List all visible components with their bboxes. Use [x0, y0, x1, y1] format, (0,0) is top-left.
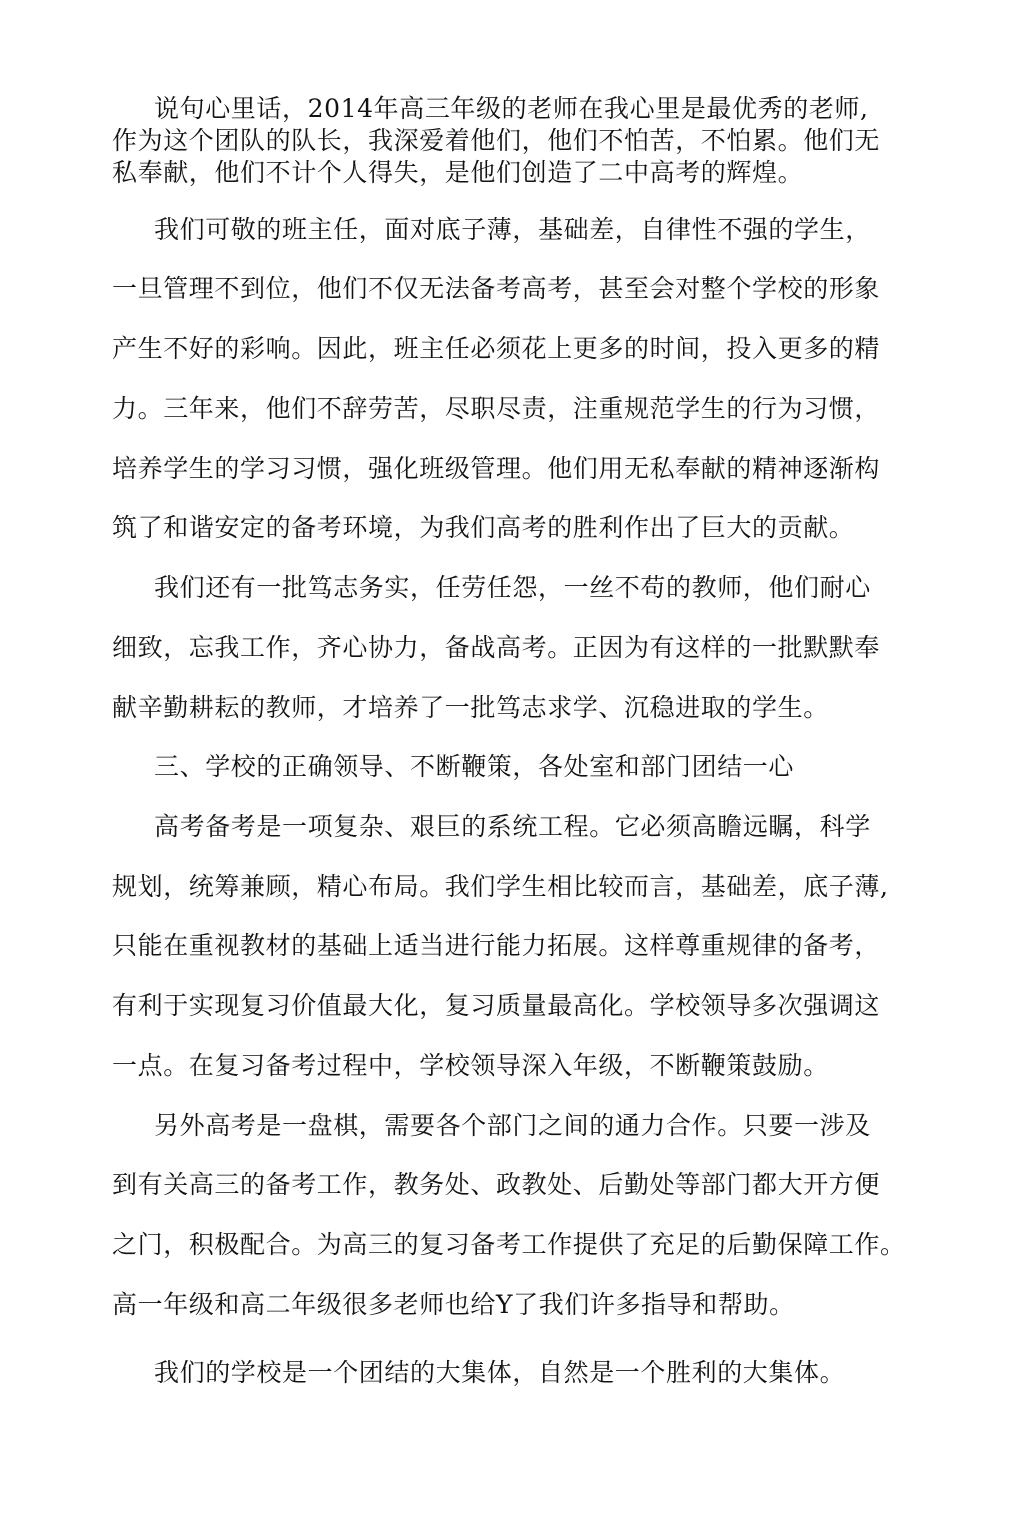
paragraph-2-line-6: 筑了和谐安定的备考环境，为我们高考的胜利作出了巨大的贡献。	[112, 513, 855, 542]
paragraph-2-line-1: 我们可敬的班主任，面对底子薄，基础差，自律性不强的学生，	[154, 215, 871, 244]
paragraph-5-line-2: 到有关高三的备考工作，教务处、政教处、后勤处等部门都大开方便	[112, 1170, 881, 1199]
paragraph-1-line-2: 作为这个团队的队长，我深爱着他们，他们不怕苦，不怕累。他们无	[112, 126, 881, 155]
section-heading: 三、学校的正确领导、不断鞭策，各处室和部门团结一心	[154, 752, 795, 781]
paragraph-3-line-1: 我们还有一批笃志务实，任劳任怨，一丝不苟的教师，他们耐心	[154, 573, 871, 602]
paragraph-1-line-1: 说句心里话，2014年高三年级的老师在我心里是最优秀的老师,	[154, 94, 869, 123]
paragraph-2-line-4: 力。三年来，他们不辞劳苦，尽职尽责，注重规范学生的行为习惯，	[112, 394, 881, 423]
paragraph-2-line-2: 一旦管理不到位，他们不仅无法备考高考，甚至会对整个学校的形象	[112, 274, 881, 303]
paragraph-4-line-1: 高考备考是一项复杂、艰巨的系统工程。它必须高瞻远瞩，科学	[154, 812, 871, 841]
paragraph-2-line-3: 产生不好的彩响。因此，班主任必须花上更多的时间，投入更多的精	[112, 334, 881, 363]
paragraph-4-line-3: 只能在重视教材的基础上适当进行能力拓展。这样尊重规律的备考，	[112, 931, 881, 960]
paragraph-3-line-2: 细致，忘我工作，齐心协力，备战高考。正因为有这样的一批默默奉	[112, 633, 881, 662]
paragraph-5-line-3: 之门，积极配合。为高三的复习备考工作提供了充足的后勤保障工作。	[112, 1230, 906, 1259]
paragraph-4-line-2: 规划，统筹兼顾，精心布局。我们学生相比较而言，基础差，底子薄,	[112, 872, 889, 901]
paragraph-3-line-3: 献辛勤耕耘的教师，才培养了一批笃志求学、沉稳进取的学生。	[112, 693, 829, 722]
paragraph-1-line-3: 私奉献，他们不计个人得失，是他们创造了二中高考的辉煌。	[112, 158, 804, 187]
paragraph-6-line-1: 我们的学校是一个团结的大集体，自然是一个胜利的大集体。	[154, 1358, 846, 1387]
paragraph-2-line-5: 培养学生的学习习惯，强化班级管理。他们用无私奉献的精神逐渐构	[112, 454, 881, 483]
paragraph-5-line-1: 另外高考是一盘棋，需要各个部门之间的通力合作。只要一涉及	[154, 1111, 871, 1140]
paragraph-4-line-5: 一点。在复习备考过程中，学校领导深入年级，不断鞭策鼓励。	[112, 1051, 829, 1080]
paragraph-5-line-4: 高一年级和高二年级很多老师也给Y了我们许多指导和帮助。	[112, 1290, 795, 1319]
paragraph-4-line-4: 有利于实现复习价值最大化，复习质量最高化。学校领导多次强调这	[112, 991, 881, 1020]
